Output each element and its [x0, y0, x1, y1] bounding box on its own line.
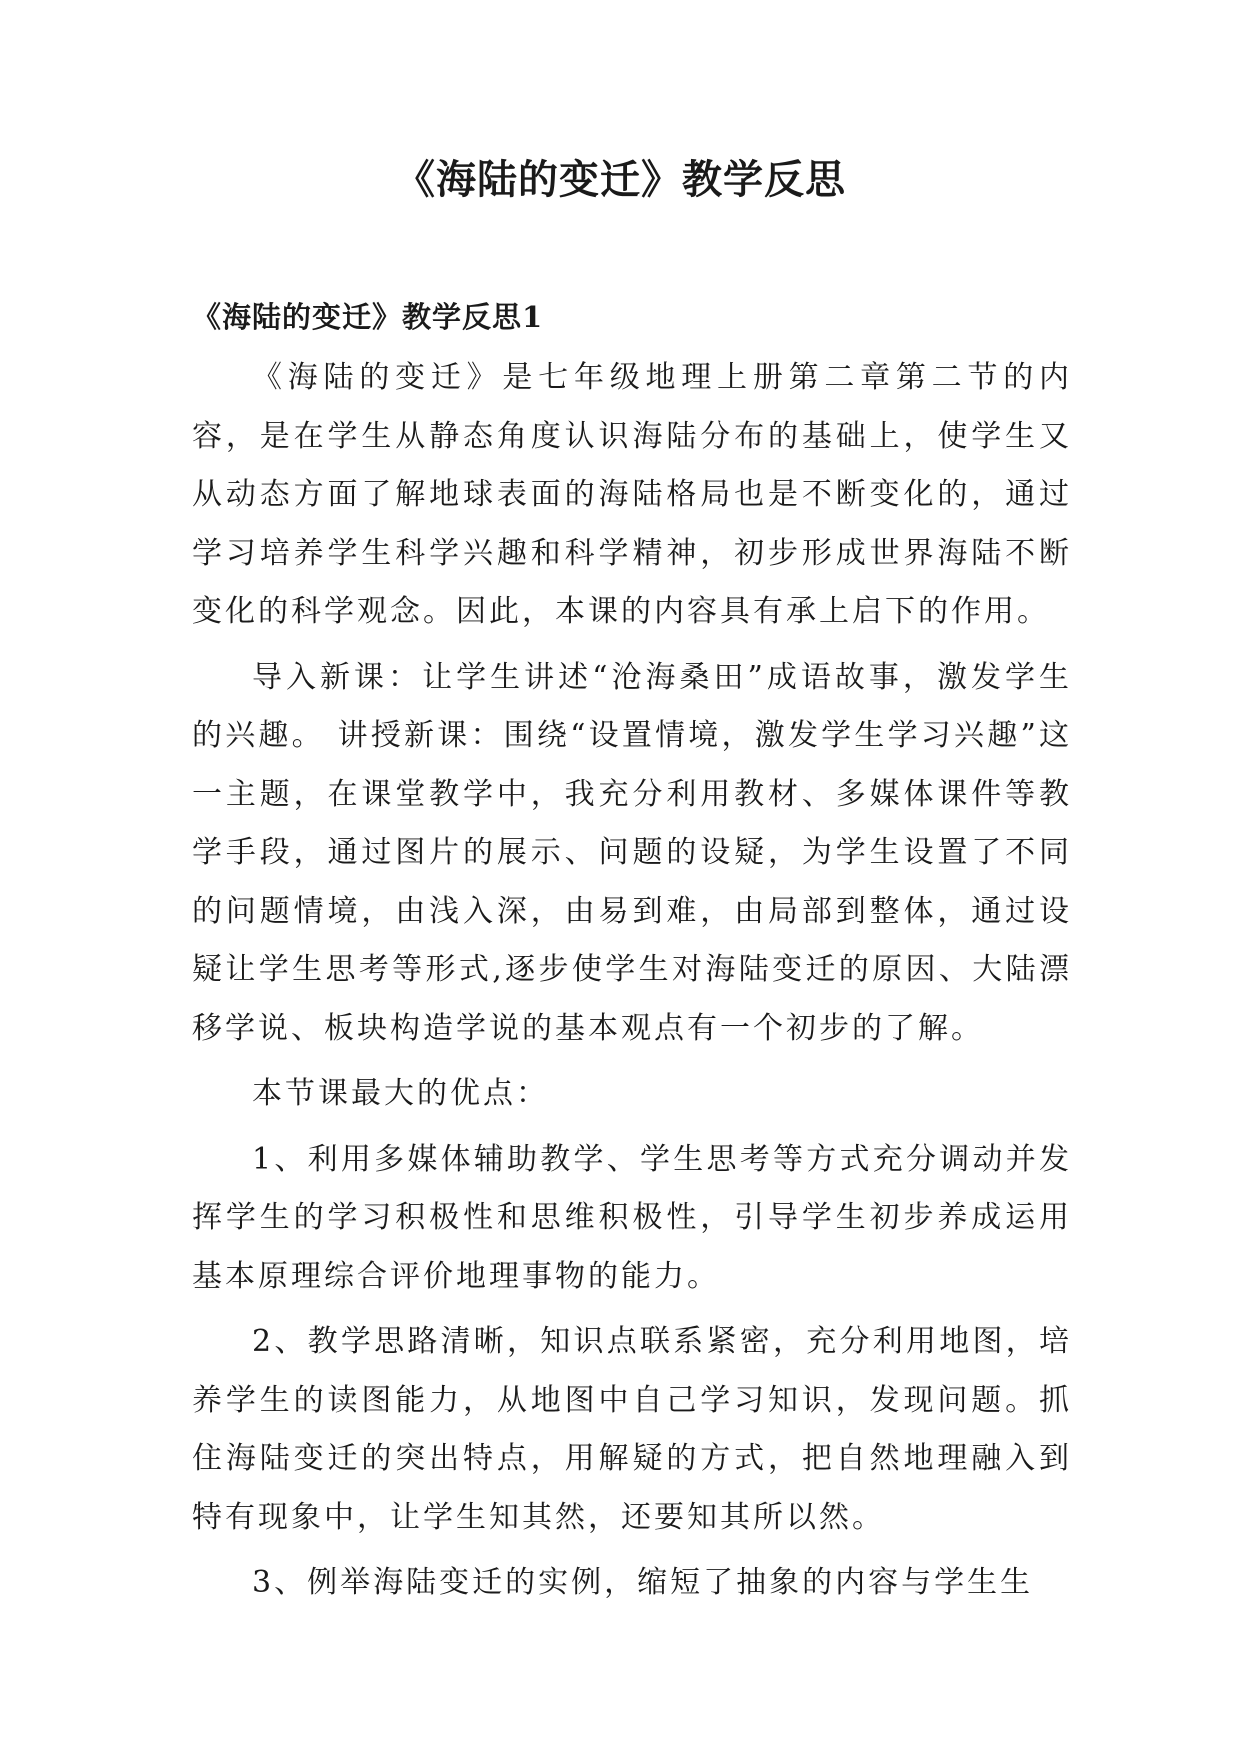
paragraph-intro: 《海陆的变迁》是七年级地理上册第二章第二节的内容，是在学生从静态角度认识海陆分布的基础上，使学生又从动态方面了解地球表面的海陆格局也是不断变化的，通过学习培养学生科学兴趣和科学精神，初步形成世界海陆不断变化的科学观念。因此，本课的内容具有承上启下的作用。	[192, 360, 1072, 629]
section-heading: 《海陆的变迁》教学反思1	[192, 300, 544, 334]
document-body	[192, 349, 1072, 1620]
paragraph-strengths-heading: 本节课最大的优点：	[252, 1076, 549, 1111]
document-title: 《海陆的变迁》教学反思	[395, 157, 846, 203]
paragraph-point-1: 1、利用多媒体辅助教学、学生思考等方式充分调动并发挥学生的学习积极性和思维积极性，引导学生初步养成运用基本原理综合评价地理事物的能力。	[192, 1141, 1072, 1294]
paragraph-lesson-process: 导入新课：让学生讲述“沧海桑田”成语故事，激发学生的兴趣。 讲授新课：围绕“设置情境，激发学生学习兴趣”这一主题，在课堂教学中，我充分利用教材、多媒体课件等教学手段，通过图片的展示、问题的设疑，为学生设置了不同的问题情境，由浅入深，由易到难，由局部到整体，通过设疑让学生思考等形式,逐步使学生对海陆变迁的原因、大陆漂移学说、板块构造学说的基本观点有一个初步的了解。	[192, 659, 1072, 1046]
paragraph-point-2: 2、教学思路清晰，知识点联系紧密，充分利用地图，培养学生的读图能力，从地图中自己学习知识，发现问题。抓住海陆变迁的突出特点，用解疑的方式，把自然地理融入到特有现象中，让学生知其然，还要知其所以然。	[192, 1324, 1072, 1535]
paragraph-point-3: 3、例举海陆变迁的实例，缩短了抽象的内容与学生生	[252, 1565, 1034, 1600]
